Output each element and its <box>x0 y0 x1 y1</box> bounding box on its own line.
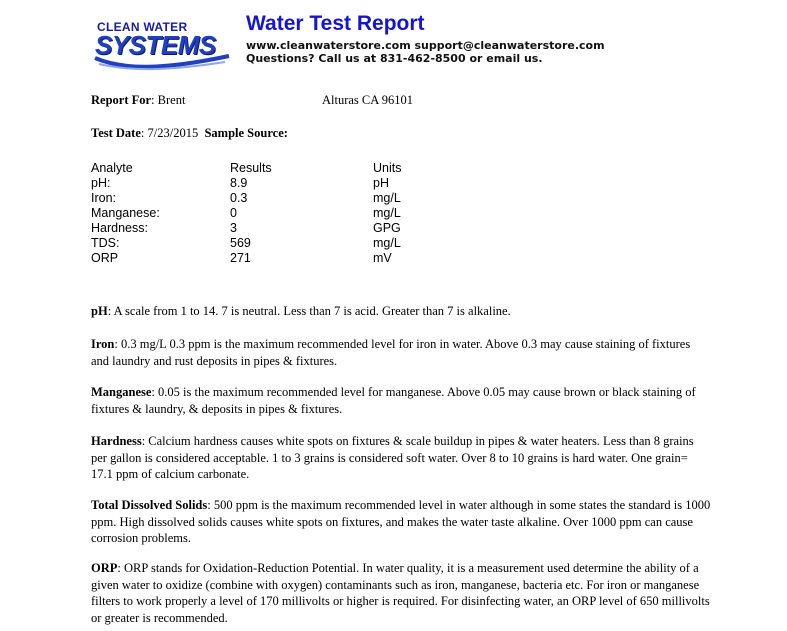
note-text: : Calcium hardness causes white spots on fixtures & scale buildup in pipes & water heaters. Less than 8 grains per gallon is considered acceptable. 1 to 3 grains is considered soft water. Over 8 to 10 grains is hard water. One grain= 17.1 ppm of calcium carbonate. <box>91 434 694 481</box>
note-text: : 0.05 is the maximum recommended level for manganese. Above 0.05 may cause brown or black staining of fixtures & laundry, & deposits in pipes & fixtures. <box>91 385 696 416</box>
note-text: : 500 ppm is the maximum recommended level in water although in some states the standard is 1000 ppm. High dissolved solids causes white spots on fixtures, and makes the water taste alkaline. Over 1000 ppm can cause corrosion problems. <box>91 498 711 545</box>
analyte-unit: mg/L <box>373 191 401 205</box>
report-for-line <box>91 93 185 108</box>
analyte-result: 569 <box>230 236 251 250</box>
analyte-unit: mg/L <box>373 236 401 250</box>
analyte-name: Manganese: <box>91 206 160 220</box>
logo-text-main: SYSTEMS <box>95 30 216 60</box>
report-location: Alturas CA 96101 <box>322 93 413 107</box>
analyte-result: 8.9 <box>230 176 248 190</box>
note-label: pH <box>91 304 108 318</box>
analyte-unit: pH <box>373 176 389 190</box>
sample-source-label: Sample Source: <box>204 126 288 140</box>
report-for-label: Report For <box>91 93 152 107</box>
analyte-name: TDS: <box>91 236 120 250</box>
header-units: Units <box>373 161 402 175</box>
table-row <box>91 236 473 251</box>
note-label: Iron <box>91 337 115 351</box>
table-row <box>91 221 473 236</box>
report-for-colon: : <box>151 93 158 107</box>
table-row <box>91 251 473 266</box>
test-date-line <box>91 126 288 141</box>
table-row <box>91 191 473 206</box>
test-date-label: Test Date <box>91 126 141 140</box>
note-iron <box>91 336 711 369</box>
logo-text-top: CLEAN WATER <box>97 20 188 34</box>
analyte-unit: mg/L <box>373 206 401 220</box>
note-label: Hardness <box>91 434 142 448</box>
note-manganese <box>91 384 711 417</box>
note-tds <box>91 497 711 547</box>
note-orp <box>91 560 711 626</box>
test-date-colon: : <box>140 126 148 140</box>
analyte-result: 3 <box>230 221 237 235</box>
header-results: Results <box>230 161 272 175</box>
header-analyte: Analyte <box>91 161 133 175</box>
note-text: : 0.3 mg/L 0.3 ppm is the maximum recommended level for iron in water. Above 0.3 may cause staining of fixtures and laundry and rust deposits in pipes & fixtures. <box>91 337 691 368</box>
note-text: : A scale from 1 to 14. 7 is neutral. Less than 7 is acid. Greater than 7 is alkaline. <box>107 304 511 318</box>
report-for-value: Brent <box>157 93 186 107</box>
note-label: ORP <box>91 561 118 575</box>
analyte-unit: mV <box>373 251 392 265</box>
note-text: : ORP stands for Oxidation-Reduction Potential. In water quality, it is a measurement used determine the ability of a given water to oxidize (combine with oxygen) contaminants such as iron, manganese, bacteria etc. For iron or manganese filters to work properly a level of 170 millivolts or higher is required. For disinfecting water, an ORP level of 650 millivolts or greater is recommended. <box>91 561 710 625</box>
logo-wave-icon <box>93 52 233 72</box>
analyte-result: 0.3 <box>230 191 248 205</box>
analyte-table <box>91 161 473 266</box>
analyte-result: 271 <box>230 251 251 265</box>
test-date-value: 7/23/2015 <box>147 126 199 140</box>
analyte-name: Hardness: <box>91 221 148 235</box>
note-ph <box>91 303 711 320</box>
analyte-name: ORP <box>91 251 119 265</box>
note-label: Manganese <box>91 385 152 399</box>
analyte-result: 0 <box>230 206 237 220</box>
table-row <box>91 206 473 221</box>
table-row <box>91 176 473 191</box>
page-title: Water Test Report <box>246 12 425 35</box>
company-logo <box>93 16 233 72</box>
analyte-name: pH: <box>91 176 111 190</box>
note-hardness <box>91 433 711 483</box>
contact-web-email: www.cleanwaterstore.com support@cleanwaterstore.com <box>246 39 605 52</box>
analyte-name: Iron: <box>91 191 117 205</box>
contact-phone: Questions? Call us at 831-462-8500 or email us. <box>246 52 543 65</box>
analyte-unit: GPG <box>373 221 401 235</box>
note-label: Total Dissolved Solids <box>91 498 208 512</box>
table-header-row <box>91 161 473 176</box>
